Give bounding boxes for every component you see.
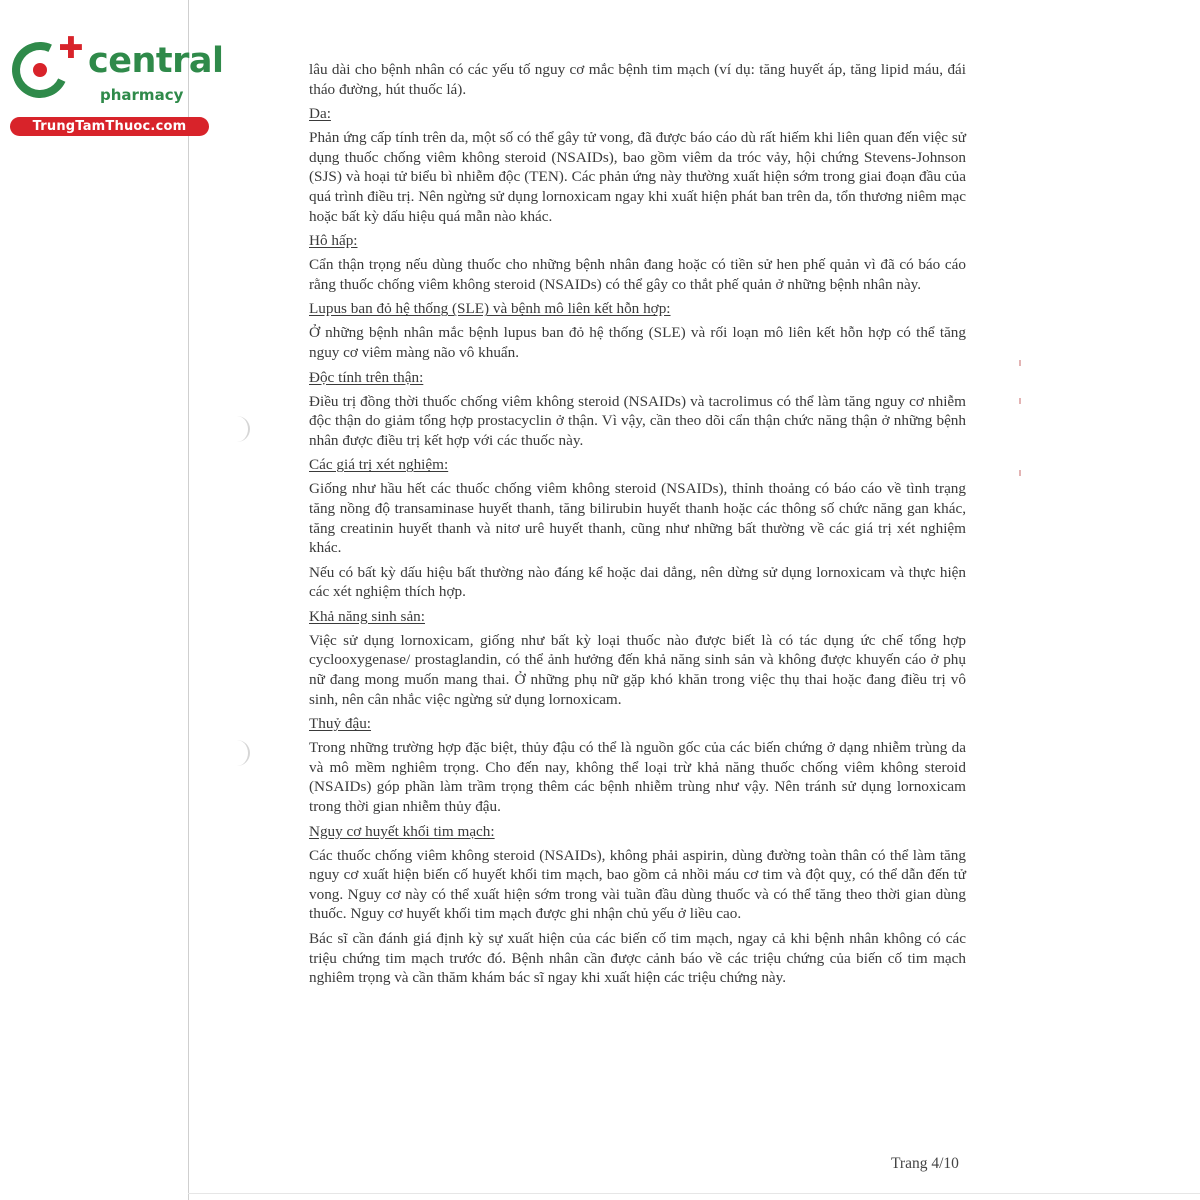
section-heading: Lupus ban đỏ hệ thống (SLE) và bệnh mô liên kết hỗn hợp: (309, 300, 671, 318)
page-bottom-edge (188, 1193, 1200, 1194)
page-number: Trang 4/10 (891, 1155, 959, 1172)
logo-banner: TrungTamThuoc.com (10, 117, 209, 136)
section-heading: Da: (309, 105, 331, 123)
scan-mark (1019, 360, 1021, 366)
section-heading: Độc tính trên thận: (309, 368, 424, 386)
section-heading: Thuỷ đậu: (309, 715, 372, 733)
scan-mark (1019, 470, 1021, 476)
paragraph: Trong những trường hợp đặc biệt, thủy đậu có thể là nguồn gốc của các biến chứng ở dạng nhiễm trùng da và mô mềm nghiêm trọng. Cho đến nay, không thể loại trừ khả năng thuốc chống viêm không steroid (NSAIDs) góp phần làm trầm trọng thêm các bệnh nhiễm trùng như vậy. Nên tránh sử dụng lornoxicam trong thời gian nhiễm thủy đậu. (309, 739, 966, 816)
document-body (309, 60, 966, 993)
punch-hole-mark (226, 416, 250, 442)
pharmacy-logo (10, 31, 224, 136)
paragraph: Việc sử dụng lornoxicam, giống như bất kỳ loại thuốc nào được biết là có tác dụng ức chế tổng hợp cyclooxygenase/ prostaglandin, có thể ảnh hưởng đến khả năng sinh sản và không được khuyến cáo ở phụ nữ đang mong muốn mang thai. Ở những phụ nữ gặp khó khăn trong việc thụ thai hoặc đang điều trị vô sinh, nên cân nhắc việc ngừng sử dụng lornoxicam. (309, 631, 966, 708)
paragraph: Nếu có bất kỳ dấu hiệu bất thường nào đáng kể hoặc dai dẳng, nên dừng sử dụng lornoxicam và thực hiện các xét nghiệm thích hợp. (309, 563, 966, 601)
section-heading: Hô hấp: (309, 232, 358, 250)
punch-hole-mark (226, 740, 250, 766)
paragraph: Điều trị đồng thời thuốc chống viêm không steroid (NSAIDs) và tacrolimus có thể làm tăng nguy cơ nhiễm độc thận do giảm tổng hợp prostacyclin ở thận. Vì vậy, cần theo dõi cẩn thận chức năng thận ở những bệnh nhân được điều trị kết hợp với các thuốc này. (309, 392, 966, 449)
paragraph: Phản ứng cấp tính trên da, một số có thể gây tử vong, đã được báo cáo dù rất hiếm khi liên quan đến việc sử dụng thuốc chống viêm không steroid (NSAIDs), bao gồm viêm da tróc vảy, hội chứng Stevens-Johnson (SJS) và hoại tử biểu bì nhiễm độc (TEN). Các phản ứng này thường xuất hiện sớm trong giai đoạn đầu của quá trình điều trị. Nên ngừng sử dụng lornoxicam ngay khi xuất hiện phát ban trên da, tổn thương niêm mạc hoặc bất kỳ dấu hiệu quá mẫn nào khác. (309, 129, 966, 225)
scan-mark (1019, 398, 1021, 404)
section-heading: Nguy cơ huyết khối tim mạch: (309, 822, 495, 840)
page-left-edge (188, 0, 189, 1200)
paragraph: Cẩn thận trọng nếu dùng thuốc cho những bệnh nhân đang hoặc có tiền sử hen phế quản vì đã có báo cáo rằng thuốc chống viêm không steroid (NSAIDs) có thể gây co thắt phế quản ở những bệnh nhân này. (309, 256, 966, 293)
paragraph: Các thuốc chống viêm không steroid (NSAIDs), không phải aspirin, dùng đường toàn thân có thể làm tăng nguy cơ xuất hiện biến cố huyết khối tim mạch, bao gồm cả nhồi máu cơ tim và đột quỵ, có thể dẫn đến tử vong. Nguy cơ này có thể xuất hiện sớm trong vài tuần đầu dùng thuốc và có thể tăng theo thời gian dùng thuốc. Nguy cơ huyết khối tim mạch được ghi nhận chủ yếu ở liều cao. (309, 846, 966, 923)
section-heading: Các giá trị xét nghiệm: (309, 456, 449, 474)
paragraph: lâu dài cho bệnh nhân có các yếu tố nguy cơ mắc bệnh tim mạch (ví dụ: tăng huyết áp, tăng lipid máu, đái tháo đường, hút thuốc lá). (309, 61, 966, 98)
logo-name: central (88, 41, 224, 81)
paragraph: Giống như hầu hết các thuốc chống viêm không steroid (NSAIDs), thỉnh thoảng có báo cáo về tình trạng tăng nồng độ transaminase huyết thanh, tăng bilirubin huyết thanh hoặc các thông số chức năng gan khác, tăng creatinin huyết thanh và nitơ urê huyết thanh, cũng như những bất thường về các giá trị xét nghiệm khác. (309, 480, 966, 557)
logo-subtitle: pharmacy (100, 86, 184, 104)
section-heading: Khả năng sinh sản: (309, 607, 425, 625)
paragraph: Ở những bệnh nhân mắc bệnh lupus ban đỏ hệ thống (SLE) và rối loạn mô liên kết hỗn hợp có thể tăng nguy cơ viêm màng não vô khuẩn. (309, 324, 966, 361)
logo-dot-icon (33, 63, 47, 77)
logo-plus-icon: ✚ (58, 31, 84, 66)
paragraph: Bác sĩ cần đánh giá định kỳ sự xuất hiện của các biến cố tim mạch, ngay cả khi bệnh nhân không có các triệu chứng tim mạch trước đó. Bệnh nhân cần được cảnh báo về các triệu chứng của biến cố tim mạch nghiêm trọng và cần thăm khám bác sĩ ngay khi xuất hiện các triệu chứng này. (309, 930, 966, 987)
